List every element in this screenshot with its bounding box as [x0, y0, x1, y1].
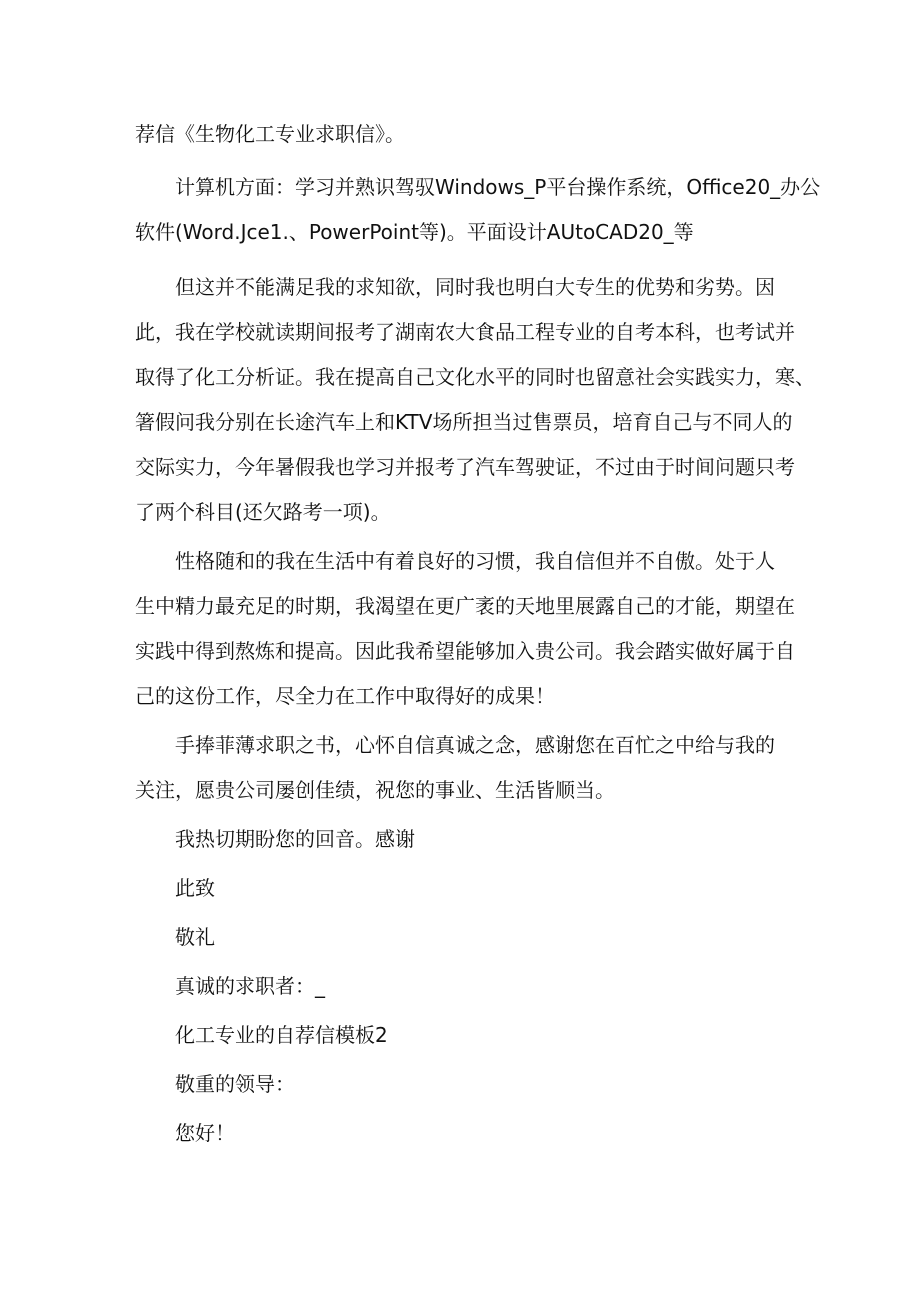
closing-hope: 我热切期盼您的回音。感谢 [175, 827, 415, 851]
text-line: 手捧菲薄求职之书，心怀自信真诚之念，感谢您在百忙之中给与我的 [175, 733, 775, 757]
salutation: 敬重的领导： [175, 1072, 295, 1096]
paragraph-computer-skills [135, 165, 821, 255]
text-line: 关注，愿贵公司屡创佳绩，祝您的事业、生活皆顺当。 [135, 778, 615, 802]
text-line: 取得了化工分析证。我在提高自己文化水平的同时也留意社会实践实力，寒、 [135, 365, 815, 389]
next-letter-title: 化工专业的自荐信模板2 [175, 1023, 388, 1047]
document-body [135, 112, 821, 1158]
text-line: 性格随和的我在生活中有着良好的习惯，我自信但并不自傲。处于人 [175, 549, 775, 573]
text-line: 计算机方面：学习并熟识驾驭Windows_P平台操作系统，Office20_办公 [175, 175, 821, 199]
text-line: 此，我在学校就读期间报考了湖南农大食品工程专业的自考本科，也考试并 [135, 320, 795, 344]
text-line: 荐信《生物化工专业求职信》。 [135, 122, 405, 146]
text-line: 己的这份工作，尽全力在工作中取得好的成果！ [135, 684, 555, 708]
text-line: 但这并不能满足我的求知欲，同时我也明白大专生的优势和劣势。因 [175, 275, 775, 299]
closing-regards-1: 此致 [175, 876, 215, 900]
text-line: 了两个科目(还欠路考一项)。 [135, 500, 391, 524]
text-line: 实践中得到熬炼和提高。因此我希望能够加入贵公司。我会踏实做好属于自 [135, 639, 795, 663]
greeting: 您好！ [175, 1121, 235, 1145]
paragraph-intro-continuation [135, 112, 790, 157]
closing-regards-2: 敬礼 [175, 925, 215, 949]
text-line: 箸假问我分别在长途汽车上和KTV场所担当过售票员，培育自己与不同人的 [135, 410, 793, 434]
paragraph-personality [135, 539, 795, 719]
paragraph-thanks [135, 723, 790, 813]
closing-signature: 真诚的求职者：_ [175, 974, 325, 998]
paragraph-self-study [135, 265, 815, 535]
text-line: 交际实力，今年暑假我也学习并报考了汽车驾驶证，不过由于时间问题只考 [135, 455, 795, 479]
text-line: 软件(Word.Jce1.、PowerPoint等)。平面设计AUtoCAD20_等 [135, 220, 694, 244]
text-line: 生中精力最充足的时期，我渴望在更广袤的天地里展露自己的才能，期望在 [135, 594, 795, 618]
